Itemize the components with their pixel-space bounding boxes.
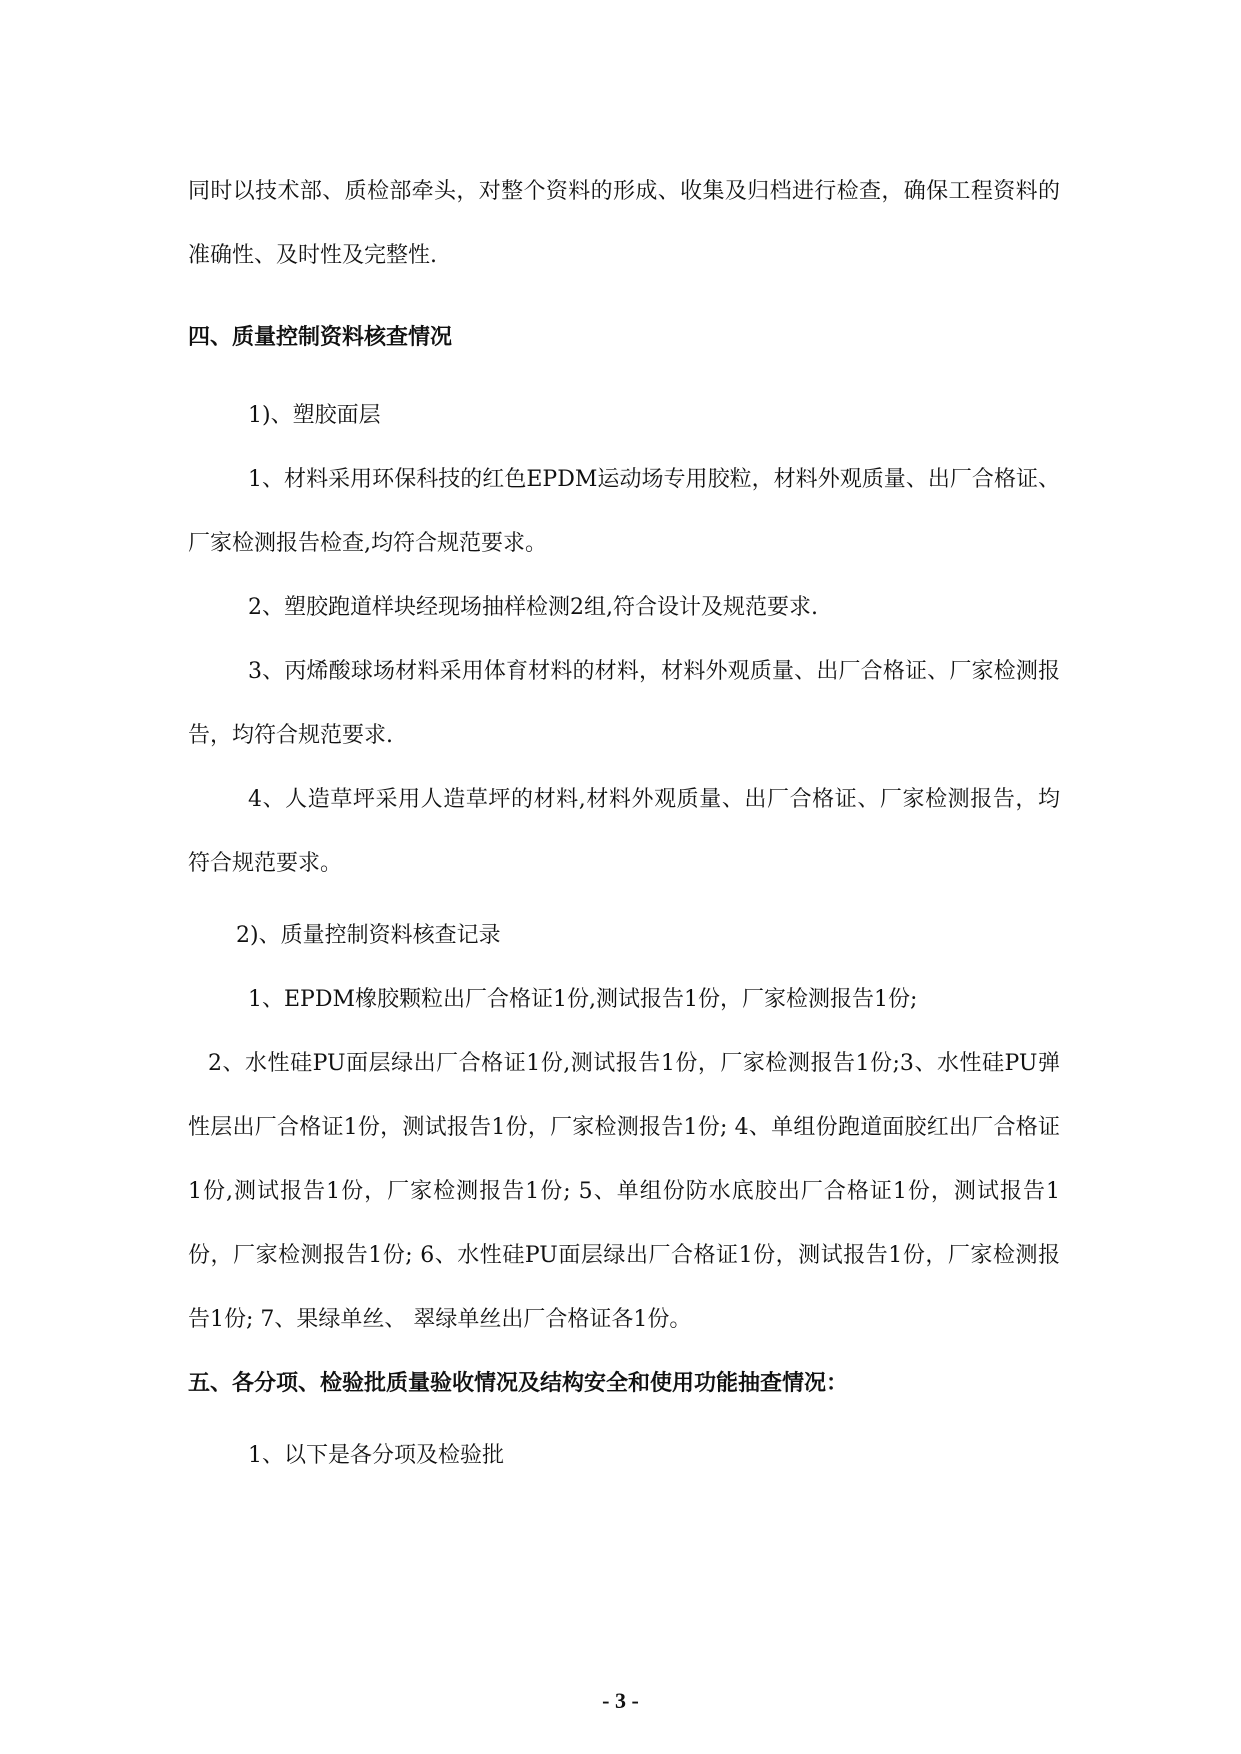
subsection-records: 2)、质量控制资料核查记录 [236, 923, 501, 948]
section-heading-acceptance: 五、各分项、检验批质量验收情况及结构安全和使用功能抽查情况： [188, 1371, 849, 1396]
paragraph-archive-check: 同时以技术部、质检部牵头，对整个资料的形成、收集及归档进行检查，确保工程资料的准确性、及时性及完整性. [188, 179, 1060, 268]
section-heading-quality-control: 四、质量控制资料核查情况 [188, 325, 453, 350]
paragraph-item-3: 3、丙烯酸球场材料采用体育材料的材料，材料外观质量、出厂合格证、厂家检测报告，均符合规范要求. [188, 659, 1060, 748]
paragraph-record-list: 2、水性硅PU面层绿出厂合格证1份,测试报告1份，厂家检测报告1份;3、水性硅PU弹性层出厂合格证1份，测试报告1份，厂家检测报告1份; 4、单组份跑道面胶红出厂合格证1份,测试报告1份，厂家检测报告1份; 5、单组份防水底胶出厂合格证1份，测试报告1份，厂家检测报告1份; 6、水性硅PU面层绿出厂合格证1份，测试报告1份，厂家检测报告1份; 7、果绿单丝、 翠绿单丝出厂合格证各1份。 [188, 1051, 1060, 1332]
paragraph-item-2: 2、塑胶跑道样块经现场抽样检测2组,符合设计及规范要求. [248, 595, 818, 620]
paragraph-subitems-intro: 1、以下是各分项及检验批 [248, 1443, 504, 1468]
paragraph-record-1: 1、EPDM橡胶颗粒出厂合格证1份,测试报告1份，厂家检测报告1份; [248, 987, 918, 1012]
document-body [188, 160, 1060, 1488]
paragraph-item-4: 4、人造草坪采用人造草坪的材料,材料外观质量、出厂合格证、厂家检测报告，均符合规范要求。 [188, 787, 1060, 876]
subsection-plastic-surface: 1)、塑胶面层 [248, 403, 381, 428]
paragraph-item-1: 1、材料采用环保科技的红色EPDM运动场专用胶粒，材料外观质量、出厂合格证、厂家检测报告检查,均符合规范要求。 [188, 467, 1060, 556]
page-number: - 3 - [602, 1688, 639, 1713]
